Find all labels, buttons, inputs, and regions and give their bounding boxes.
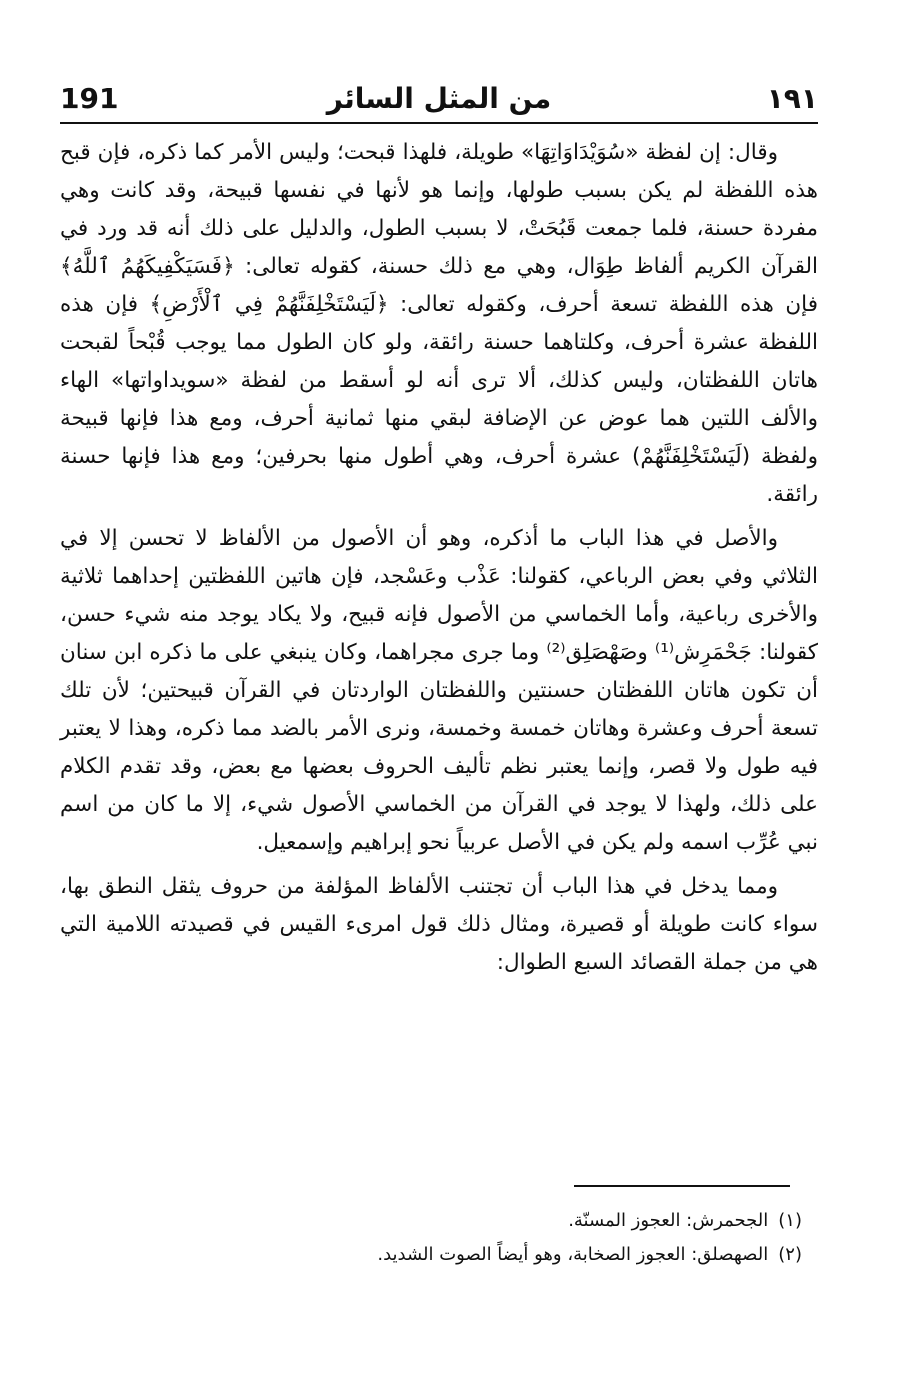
page-number-latin: 191 [60, 82, 119, 115]
footnote-number: (١) [778, 1210, 802, 1231]
page-number-arabic: ١٩١ [766, 82, 818, 115]
footnotes [60, 1204, 802, 1272]
page-header [60, 78, 818, 124]
paragraph-2: والأصل في هذا الباب ما أذكره، وهو أن الأصول من الألفاظ لا تحسن إلا في الثلاثي وفي بعض الرباعي، كقولنا: عَذْب وعَسْجد، فإن هاتين اللفظتين إحداهما ثلاثية والأخرى رباعية، وأما الخماسي من الأصول فإنه قبيح، ولا يكاد يوجد منه شيء حسن، كقولنا: جَحْمَرِش⁽¹⁾ وصَهْصَلِق⁽²⁾ وما جرى مجراهما، وكان ينبغي على ما ذكره ابن سنان أن تكون هاتان اللفظتان حسنتين واللفظتان الواردتان في القرآن قبيحتين؛ لأن تلك تسعة أحرف وعشرة وهاتان خمسة وخمسة، ونرى الأمر بالضد مما ذكره، وهذا لا يعتبر فيه طول ولا قصر، وإنما يعتبر نظم تأليف الحروف بعضها مع بعض، وقد تقدم الكلام على ذلك، ولهذا لا يوجد في القرآن من الخماسي الأصول شيء، إلا ما كان من اسم نبي عُرِّب اسمه ولم يكن في الأصل عربياً نحو إبراهيم وإسمعيل. [60, 526, 819, 855]
footnote-1 [60, 1204, 802, 1238]
paragraph-1: وقال: إن لفظة «سُوَيْدَاوَاتِهَا» طويلة، فلهذا قبحت؛ وليس الأمر كما ذكره، فإن قبح هذه اللفظة لم يكن بسبب طولها، وإنما هو لأنها في نفسها قبيحة، وقد كانت وهي مفردة حسنة، فلما جمعت قَبُحَتْ، لا بسبب الطول، والدليل على ذلك أنه قد ورد في القرآن الكريم ألفاظ طِوَال، وهي مع ذلك حسنة، كقوله تعالى: ﴿فَسَيَكْفِيكَهُمُ ٱللَّهُ﴾ فإن هذه اللفظة تسعة أحرف، وكقوله تعالى: ﴿لَيَسْتَخْلِفَنَّهُمْ فِي ٱلْأَرْضِ﴾ فإن هذه اللفظة عشرة أحرف، وكلتاهما حسنة رائقة، ولو كان الطول مما يوجب قُبْحاً لقبحت هاتان اللفظتان، وليس كذلك، ألا ترى أنه لو أسقط من لفظة «سويداواتها» الهاء والألف اللتين هما عوض عن الإضافة لبقي منها ثمانية أحرف، ومع هذا فإنها قبيحة ولفظة (لَيَسْتَخْلِفَنَّهُمْ) عشرة أحرف، وهي أطول منها بحرفين؛ ومع هذا فإنها حسنة رائقة. [60, 140, 818, 507]
paragraph-3: ومما يدخل في هذا الباب أن تجتنب الألفاظ المؤلفة من حروف يثقل النطق بها، سواء كانت طويلة أو قصيرة، ومثال ذلك قول امرىء القيس في قصيدته اللامية التي هي من جملة القصائد السبع الطوال: [60, 874, 818, 975]
running-title: من المثل السائر [326, 82, 552, 115]
footnote-text: الصهصلق: العجوز الصخابة، وهو أيضاً الصوت الشديد. [377, 1244, 769, 1265]
footnote-text: الجحمرش: العجوز المسنّة. [568, 1210, 769, 1231]
footnote-2 [60, 1238, 802, 1272]
main-text [60, 134, 818, 982]
footnote-number: (٢) [778, 1244, 802, 1265]
footnote-divider [574, 1185, 790, 1187]
